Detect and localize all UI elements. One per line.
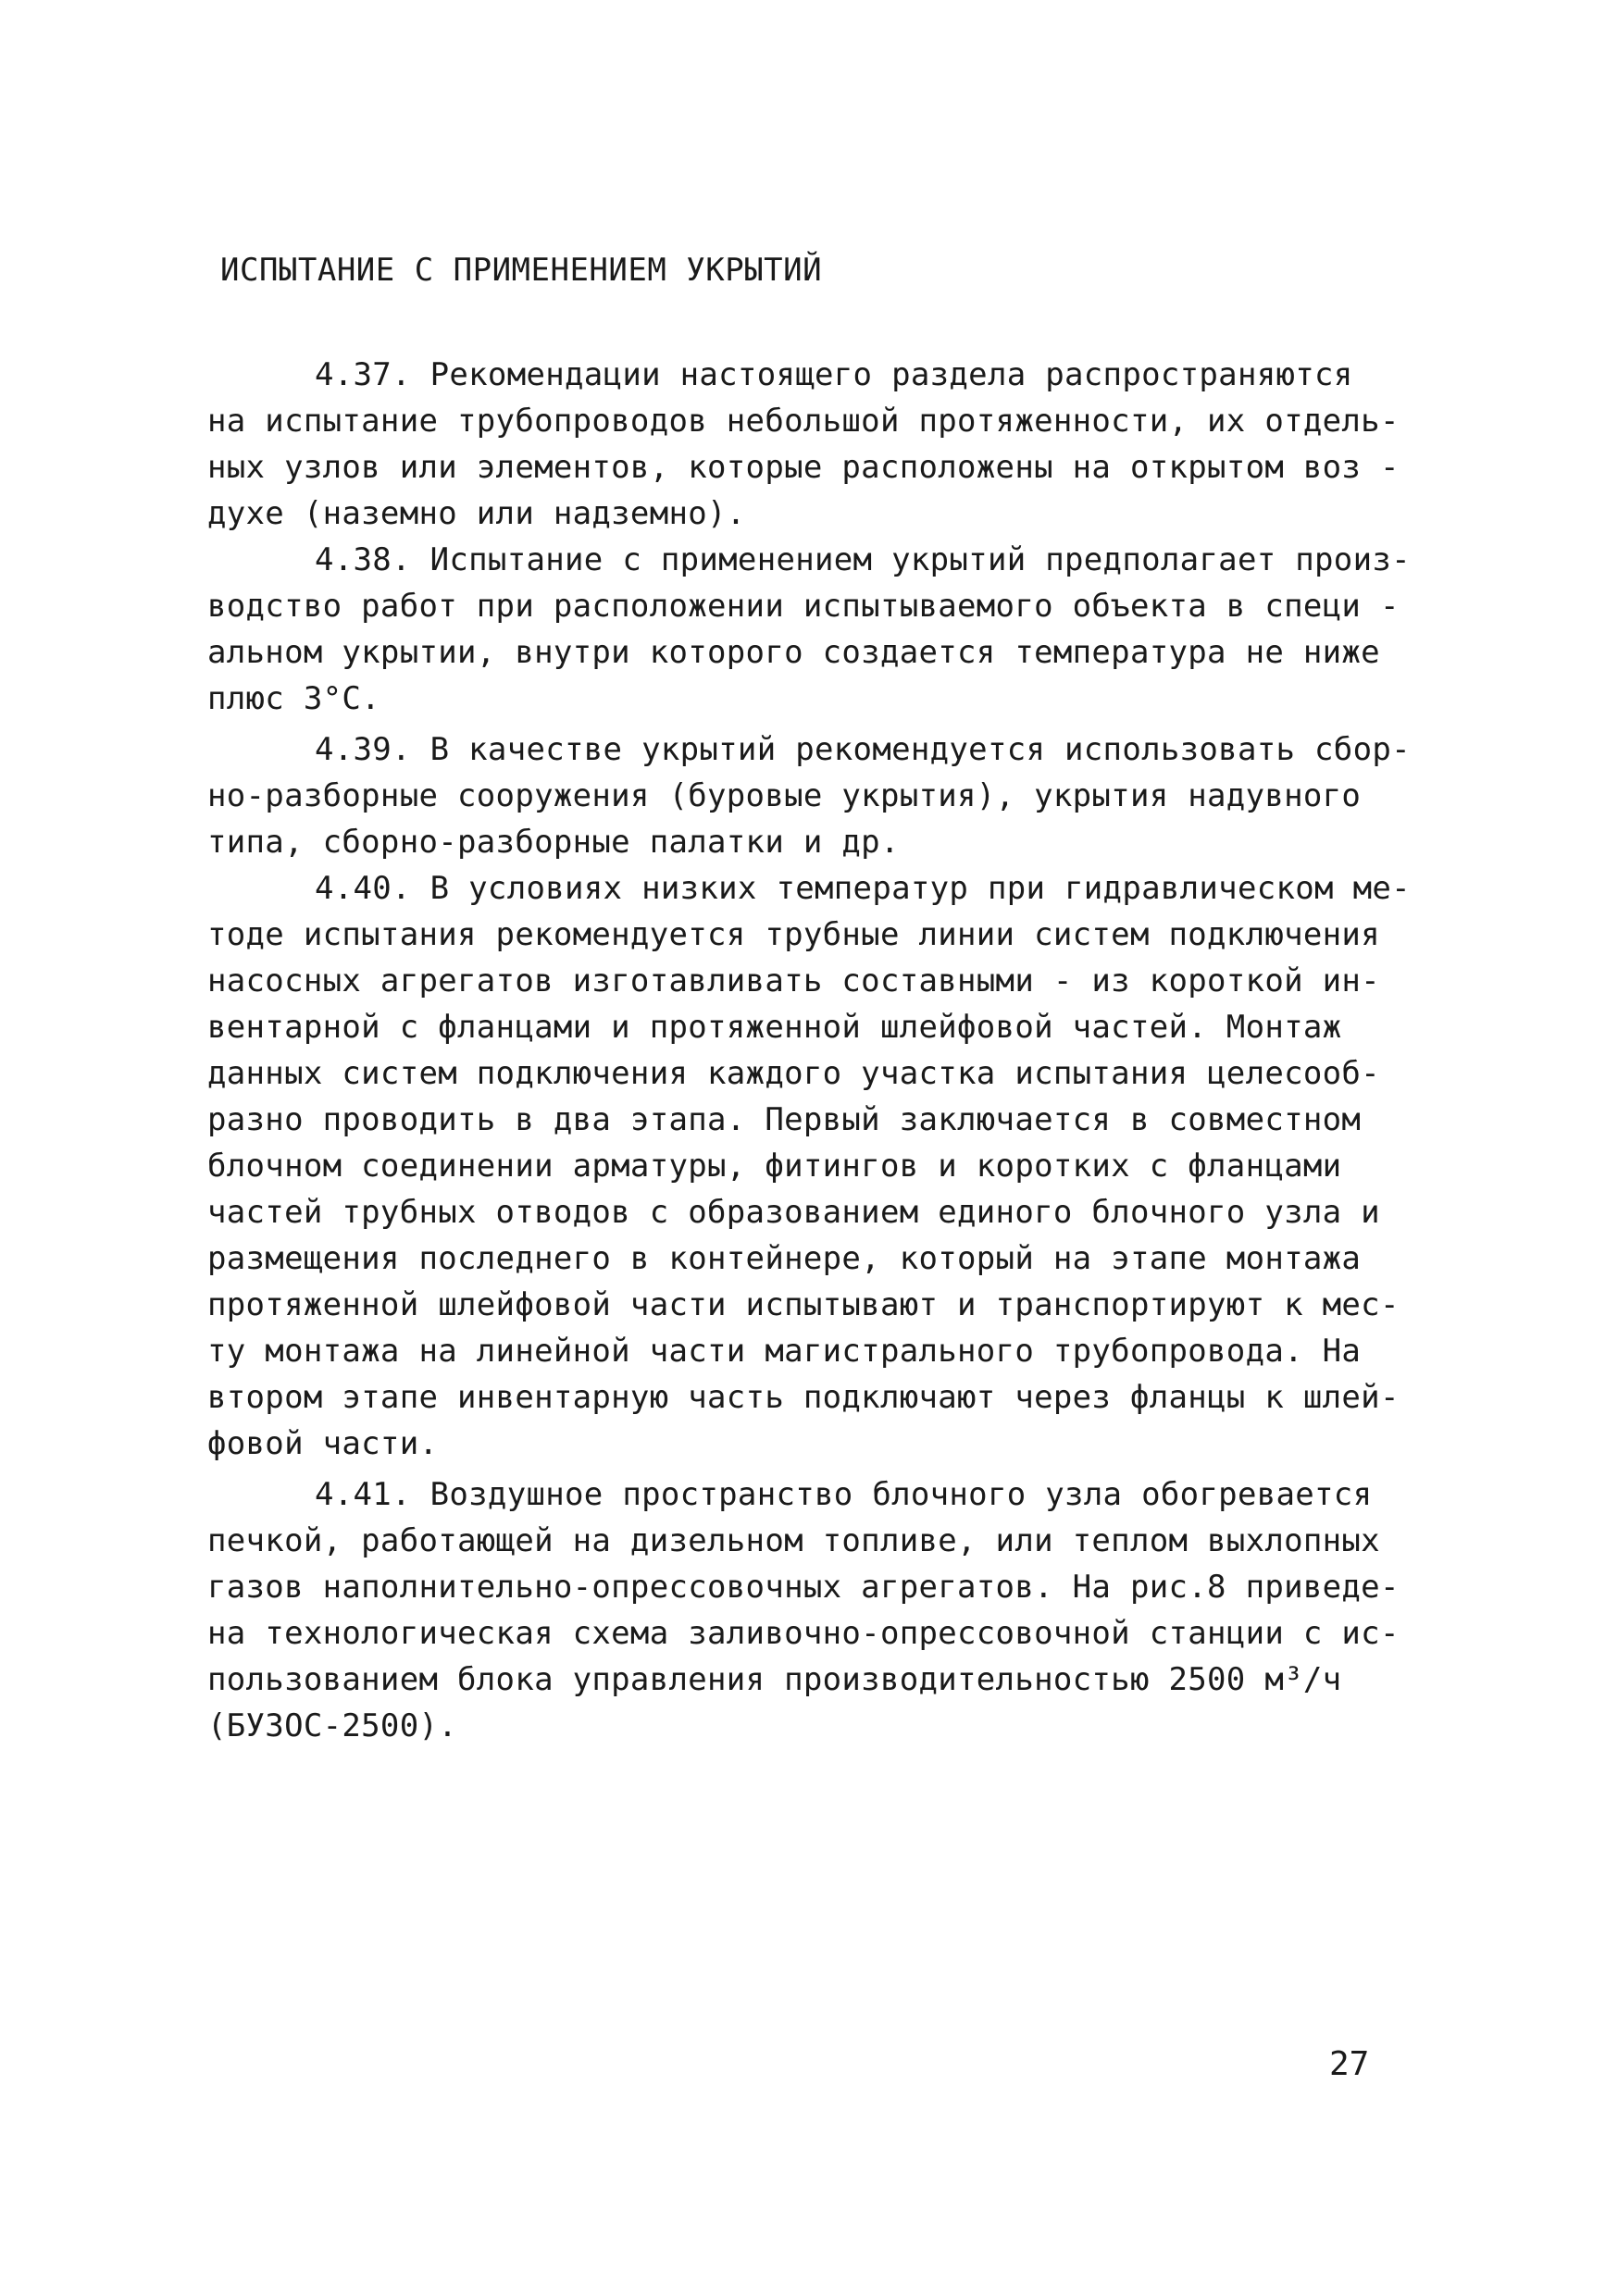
section-heading: ИСПЫТАНИЕ С ПРИМЕНЕНИЕМ УКРЫТИЙ [220,252,823,289]
text-line: ных узлов или элементов, которые расположены на открытом воз - [207,449,1400,486]
text-line: протяженной шлейфовой части испытывают и транспортируют к мес- [207,1286,1400,1323]
page-number: 27 [1329,2045,1370,2083]
text-line: данных систем подключения каждого участка испытания целесооб- [207,1055,1380,1092]
text-line: на испытание трубопроводов небольшой протяженности, их отдель- [207,403,1400,440]
text-line: плюс 3°С. [207,680,380,717]
text-line: насосных агрегатов изготавливать составными - из короткой ин- [207,962,1380,999]
text-line: (БУЗОС-2500). [207,1707,458,1744]
text-line: 4.38. Испытание с применением укрытий предполагает произ- [315,541,1411,578]
text-line: на технологическая схема заливочно-опрессовочной станции с ис- [207,1615,1400,1652]
text-line: разно проводить в два этапа. Первый заключается в совместном [207,1101,1362,1138]
text-line: блочном соединении арматуры, фитингов и коротких с фланцами [207,1148,1342,1185]
text-line: альном укрытии, внутри которого создается температура не ниже [207,634,1380,671]
text-line: втором этапе инвентарную часть подключают через фланцы к шлей- [207,1379,1400,1416]
text-line: пользованием блока управления производительностью 2500 м³/ч [207,1661,1342,1698]
text-line: фовой части. [207,1425,439,1462]
text-line: частей трубных отводов с образованием единого блочного узла и [207,1194,1380,1231]
text-line: размещения последнего в контейнере, который на этапе монтажа [207,1240,1362,1277]
text-line: 4.39. В качестве укрытий рекомендуется использовать сбор- [315,731,1411,768]
text-line: типа, сборно-разборные палатки и др. [207,824,900,861]
text-line: газов наполнительно-опрессовочных агрегатов. На рис.8 приведе- [207,1569,1400,1606]
text-line: вентарной с фланцами и протяженной шлейфовой частей. Монтаж [207,1009,1342,1046]
text-line: 4.37. Рекомендации настоящего раздела распространяются [315,356,1353,393]
text-line: но-разборные сооружения (буровые укрытия), укрытия надувного [207,777,1362,814]
text-line: духе (наземно или надземно). [207,495,746,532]
text-line: 4.40. В условиях низких температур при гидравлическом ме- [315,870,1411,907]
text-line: ту монтажа на линейной части магистрального трубопровода. На [207,1333,1362,1370]
text-line: 4.41. Воздушное пространство блочного узла обогревается [315,1476,1373,1513]
text-line: печкой, работающей на дизельном топливе, или теплом выхлопных [207,1522,1380,1559]
text-line: тоде испытания рекомендуется трубные линии систем подключения [207,916,1380,953]
text-line: водство работ при расположении испытываемого объекта в специ - [207,588,1400,625]
